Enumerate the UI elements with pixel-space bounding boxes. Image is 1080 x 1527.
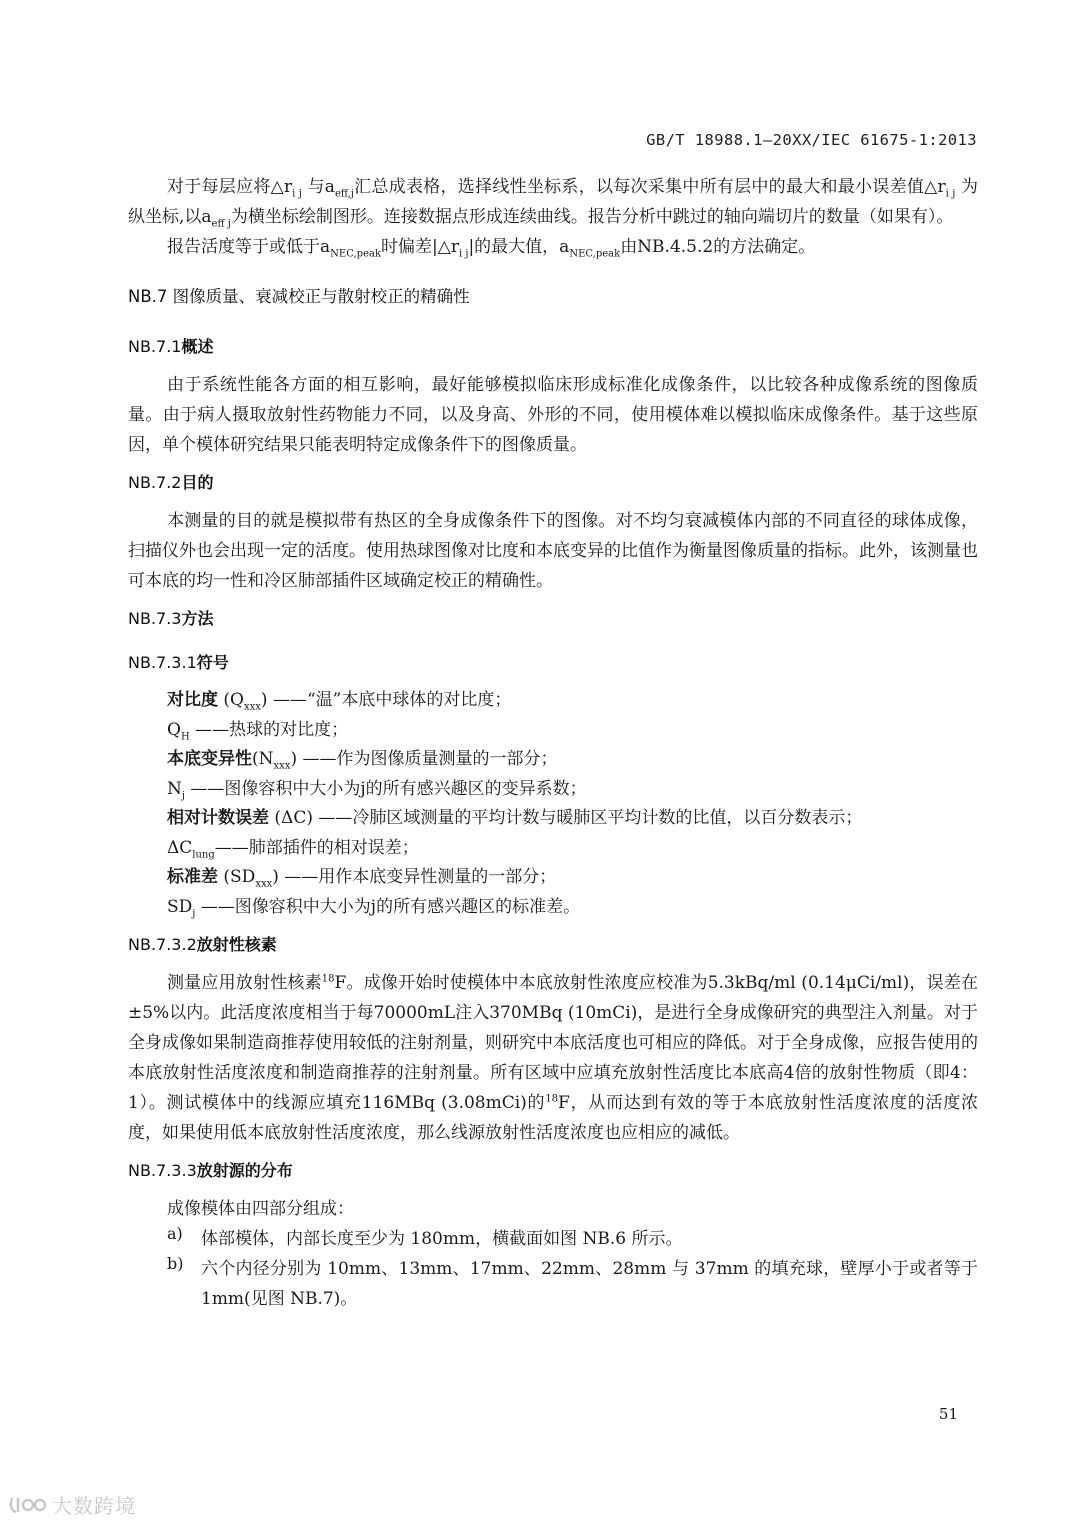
brand-logo-icon [8, 1494, 48, 1516]
list-item-text: 体部模体，内部长度至少为 180mm，横截面如图 NB.6 所示。 [201, 1229, 683, 1249]
watermark-text: 大数跨境 [52, 1494, 136, 1518]
phantom-parts-list [128, 1224, 978, 1314]
definition-item: 相对计数误差 (ΔC) ——冷肺区域测量的平均计数与暖肺区平均计数的比值，以百分数表示； [167, 808, 863, 828]
paragraph-nb732: 测量应用放射性核素$^{18}$F。成像开始时使模体中本底放射性浓度应校准为5.3kBq/ml (0.14μCi/ml)，误差在±5%以内。此活度浓度相当于每70000mL注入370MBq (10mCi)，是进行全身成像研究的典型注入剂量。对于全身成像如果制造商推荐使用较低的注射剂量，则研究中本底活度也可相应的降低。对于全身成像，应报告使用的本底放射性活度浓度和制造商推荐的注射剂量。所有区域中应填充放射性活度比本底高4倍的放射性物质（即4：1）。测试模体中的线源应填充116MBq (3.08mCi)的$^{18}$F，从而达到有效的等于本底放射性活度浓度的活度浓度，如果使用低本底放射性活度浓度，那么线源放射性活度浓度也应相应的减低。 [128, 973, 978, 1143]
heading-nb731: NB.7.3.1符号 [128, 653, 229, 672]
definition-item: $N_j$ ——图像容积中大小为j的所有感兴趣区的变异系数； [167, 778, 587, 801]
paragraph-nb72: 本测量的目的就是模拟带有热区的全身成像条件下的图像。对不均匀衰减模体内部的不同直径的球体成像，扫描仪外也会出现一定的活度。使用热球图像对比度和本底变异的比值作为衡量图像质量的指标。此外，该测量也可本底的均一性和冷区肺部插件区域确定校正的精确性。 [128, 511, 978, 591]
list-marker: b) [167, 1254, 184, 1273]
intro-paragraph-1: 对于每层应将$\triangle r_{i j}$ 与$a_{eff,j}$汇总成表格，选择线性坐标系，以每次采集中所有层中的最大和最小误差值$\triangle r_{i j}$ 为纵坐标,以$a_{eff j}$为横坐标绘制图形。连接数据点形成连续曲线。报告分析中跳过的轴向端切片的数量（如果有）。 [128, 177, 979, 230]
symbol-definition-list [128, 686, 978, 922]
intro-paragraph-2: 报告活度等于或低于$a_{NEC,peak}$时偏差$|\triangle r_{i j}|$的最大值，$a_{NEC,peak}$由NB.4.5.2的方法确定。 [167, 237, 816, 260]
heading-nb72: NB.7.2目的 [128, 473, 214, 492]
heading-nb73: NB.7.3方法 [128, 609, 214, 628]
heading-nb71: NB.7.1概述 [128, 337, 214, 356]
page-body [128, 172, 978, 1314]
list-item [128, 1224, 978, 1254]
definition-item: $SD_j$ ——图像容积中大小为j的所有感兴趣区的标准差。 [167, 896, 581, 919]
watermark [8, 1490, 136, 1519]
page-number: 51 [938, 1405, 958, 1423]
definition-item: $\Delta C_{lung}——$肺部插件的相对误差； [167, 837, 419, 860]
standard-code-header: GB/T 18988.1—20XX/IEC 61675-1:2013 [646, 131, 977, 149]
section-heading-nb7: NB.7 图像质量、衰减校正与散射校正的精确性 [128, 287, 470, 306]
list-item [128, 1254, 978, 1314]
list-marker: a) [167, 1224, 183, 1243]
heading-nb732: NB.7.3.2放射性核素 [128, 935, 277, 954]
list-item-text: 六个内径分别为 10mm、13mm、17mm、22mm、28mm 与 37mm 的填充球，壁厚小于或者等于 1mm(见图 NB.7)。 [201, 1259, 978, 1309]
heading-nb733: NB.7.3.3放射源的分布 [128, 1161, 293, 1180]
definition-item: 对比度 $(Q_{xxx})$ ——“温”本底中球体的对比度； [167, 690, 512, 713]
definition-item: 标准差 $(SD_{xxx})$ ——用作本底变异性测量的一部分； [167, 867, 557, 890]
paragraph-nb71: 由于系统性能各方面的相互影响，最好能够模拟临床形成标准化成像条件，以比较各种成像系统的图像质量。由于病人摄取放射性药物能力不同，以及身高、外形的不同，使用模体难以模拟临床成像条件。基于这些原因，单个模体研究结果只能表明特定成像条件下的图像质量。 [128, 375, 978, 455]
definition-item: 本底变异性$(N_{xxx})$ ——作为图像质量测量的一部分； [167, 749, 558, 772]
definition-item: $Q_H$ ——热球的对比度； [167, 719, 349, 742]
paragraph-nb733-intro: 成像模体由四部分组成： [167, 1199, 354, 1219]
